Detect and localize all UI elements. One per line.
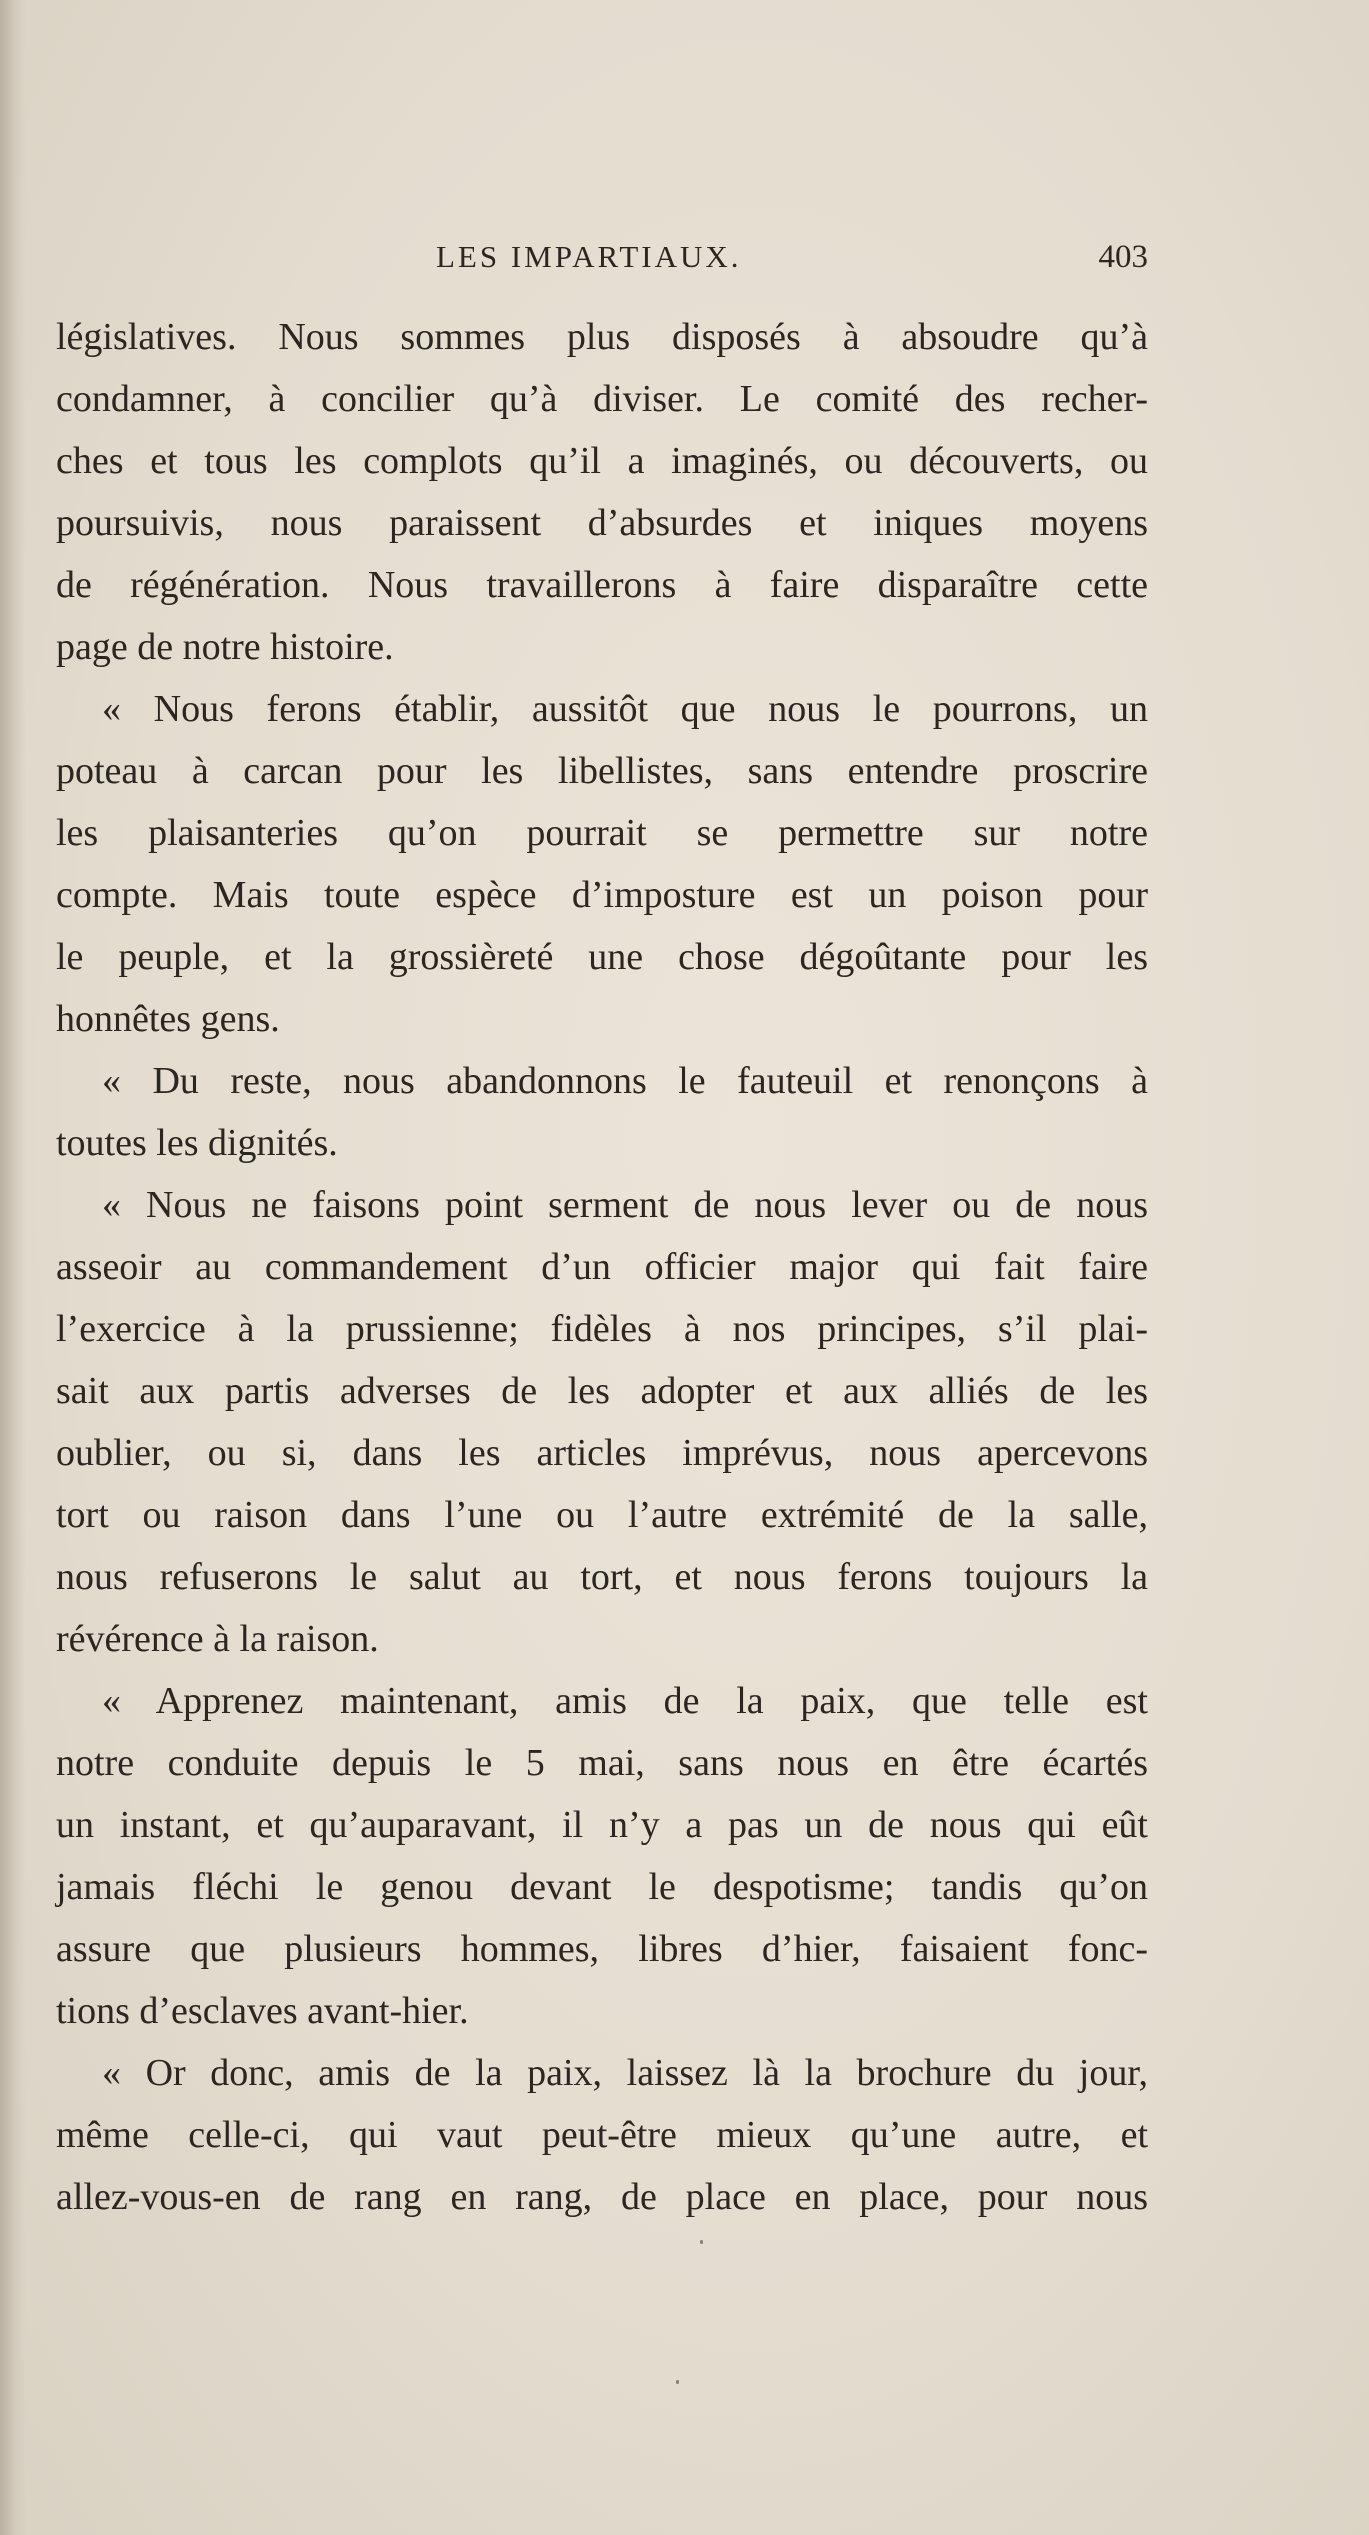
text-line: nous refuserons le salut au tort, et nous ferons toujours la <box>56 1556 1148 1598</box>
text-line: allez-vous-en de rang en rang, de place en place, pour nous <box>56 2176 1148 2218</box>
gutter-shadow <box>0 0 26 2535</box>
text-line: « Apprenez maintenant, amis de la paix, que telle est <box>102 1680 1148 1722</box>
text-line: asseoir au commandement d’un officier major qui fait faire <box>56 1246 1148 1288</box>
text-line: compte. Mais toute espèce d’imposture est un poison pour <box>56 874 1148 916</box>
text-line: « Nous ferons établir, aussitôt que nous le pourrons, un <box>102 688 1148 730</box>
text-line: ches et tous les complots qu’il a imaginés, ou découverts, ou <box>56 440 1148 482</box>
text-line: poursuivis, nous paraissent d’absurdes et iniques moyens <box>56 502 1148 544</box>
text-line: un instant, et qu’auparavant, il n’y a pas un de nous qui eût <box>56 1804 1148 1846</box>
text-line: le peuple, et la grossièreté une chose dégoûtante pour les <box>56 936 1148 978</box>
text-line: assure que plusieurs hommes, libres d’hier, faisaient fonc- <box>56 1928 1148 1970</box>
text-line: révérence à la raison. <box>56 1618 379 1660</box>
text-line: poteau à carcan pour les libellistes, sans entendre proscrire <box>56 750 1148 792</box>
text-line: tort ou raison dans l’une ou l’autre extrémité de la salle, <box>56 1494 1148 1536</box>
body-text <box>56 306 1148 2228</box>
text-line: honnêtes gens. <box>56 998 280 1040</box>
text-line: même celle-ci, qui vaut peut-être mieux qu’une autre, et <box>56 2114 1148 2156</box>
text-line: l’exercice à la prussienne; fidèles à nos principes, s’il plai- <box>56 1308 1148 1350</box>
text-line: jamais fléchi le genou devant le despotisme; tandis qu’on <box>56 1866 1148 1908</box>
page-number: 403 <box>1098 239 1148 275</box>
text-line: « Or donc, amis de la paix, laissez là la brochure du jour, <box>102 2052 1148 2094</box>
text-line: législatives. Nous sommes plus disposés à absoudre qu’à <box>56 316 1148 358</box>
text-line: condamner, à concilier qu’à diviser. Le comité des recher- <box>56 378 1148 420</box>
text-line: tions d’esclaves avant-hier. <box>56 1990 469 2032</box>
running-head-title: LES IMPARTIAUX. <box>436 239 742 274</box>
text-line: oublier, ou si, dans les articles imprévus, nous apercevons <box>56 1432 1148 1474</box>
running-head <box>56 232 1148 282</box>
text-line: page de notre histoire. <box>56 626 394 668</box>
text-line: sait aux partis adverses de les adopter et aux alliés de les <box>56 1370 1148 1412</box>
paper-speck <box>700 2240 703 2244</box>
text-line: notre conduite depuis le 5 mai, sans nous en être écartés <box>56 1742 1148 1784</box>
text-line: « Nous ne faisons point serment de nous lever ou de nous <box>102 1184 1148 1226</box>
text-line: de régénération. Nous travaillerons à faire disparaître cette <box>56 564 1148 606</box>
text-line: toutes les dignités. <box>56 1122 338 1164</box>
paper-speck <box>676 2380 679 2384</box>
text-line: « Du reste, nous abandonnons le fauteuil et renonçons à <box>102 1060 1148 1102</box>
text-line: les plaisanteries qu’on pourrait se permettre sur notre <box>56 812 1148 854</box>
